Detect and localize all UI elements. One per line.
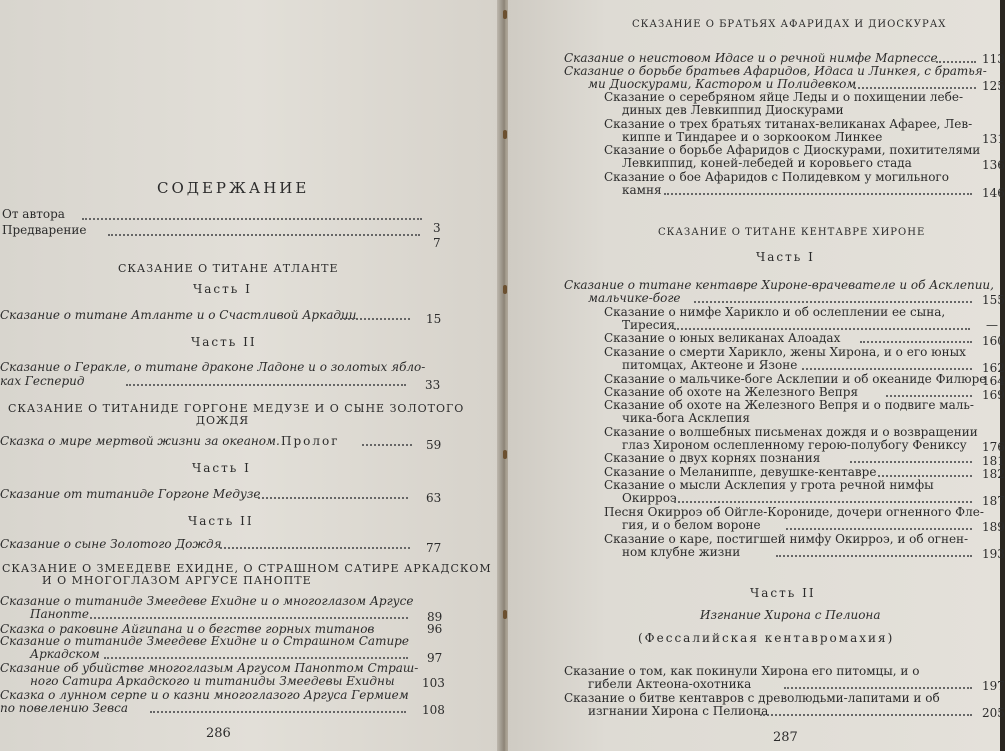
toc-entry-line: Песня Окирроэ об Ойгле-Корониде, дочери огненного Фле- xyxy=(604,505,984,519)
leader-dots xyxy=(340,316,410,320)
toc-entry-line: киппе и Тиндарее и о зоркооком Линкее xyxy=(622,130,883,144)
toc-page-number: 189 xyxy=(982,520,1005,534)
toc-entry-title: Сказка о раковине Айгипана и о бегстве горных титанов xyxy=(0,622,375,636)
toc-entry-title: Сказание о неистовом Идасе и о речной нимфе Марпессе xyxy=(564,51,938,65)
section-heading: СКАЗАНИЕ О ТИТАНИДЕ ГОРГОНЕ МЕДУЗЕ И О СЫНЕ ЗОЛОТОГО xyxy=(8,402,465,415)
leader-dots xyxy=(802,366,972,370)
toc-page-number: 3 xyxy=(433,221,441,235)
prologue-label: Пролог xyxy=(281,434,340,448)
toc-entry-line: Сказание о мысли Асклепия у грота речной нимфы xyxy=(604,478,934,492)
section-heading: СКАЗАНИЕ О ЗМЕЕДЕВЕ ЕХИДНЕ, О СТРАШНОМ САТИРЕ АРКАДСКОМ xyxy=(2,562,492,575)
toc-entry-title: Сказание о Меланиппе, девушке-кентавре xyxy=(604,465,877,479)
section-heading: ДОЖДЯ xyxy=(196,414,250,427)
toc-page-number: 33 xyxy=(425,378,441,392)
toc-entry-line: изгнании Хирона с Пелиона xyxy=(588,704,769,718)
toc-page-number: 160 xyxy=(982,334,1005,348)
toc-page-number: 15 xyxy=(426,312,442,326)
toc-entry-line: Сказание о волшебных письменах дождя и о возвращении xyxy=(604,425,978,439)
part-heading: Часть I xyxy=(193,282,252,296)
toc-entry-line: мальчике-боге xyxy=(588,291,681,305)
leader-dots xyxy=(784,685,972,689)
leader-dots xyxy=(82,216,422,220)
part-heading: Часть II xyxy=(188,514,254,528)
toc-entry-line: Сказание о серебряном яйце Леды и о похищении лебе- xyxy=(604,90,964,104)
toc-entry-line: Левкиппид, коней-лебедей и коровьего стада xyxy=(622,156,912,170)
toc-entry-title: Предварение xyxy=(2,223,87,237)
toc-entry-title: Сказание о сыне Золотого Дождя xyxy=(0,537,222,551)
toc-entry-line: гия, и о белом вороне xyxy=(622,518,761,532)
toc-entry-line: гибели Актеона-охотника xyxy=(588,677,752,691)
toc-entry-line: чика-бога Асклепия xyxy=(622,411,750,425)
toc-page-number: 77 xyxy=(426,541,442,555)
toc-entry-line: камня xyxy=(622,183,662,197)
toc-page-number: 164 xyxy=(982,374,1005,388)
toc-entry-line: Сказка о лунном серпе и о казни многоглазого Аргуса Гермием xyxy=(0,688,409,702)
leader-dots xyxy=(854,85,976,89)
contents-heading: СОДЕРЖАНИЕ xyxy=(157,179,310,197)
right-page xyxy=(508,0,1005,751)
toc-page-number: 89 xyxy=(427,610,443,624)
leader-dots xyxy=(674,326,970,330)
part-heading: Часть II xyxy=(750,586,816,600)
toc-page-number: 96 xyxy=(427,622,443,636)
toc-entry-line: глаз Хироном ослепленному герою-полубогу Фениксу xyxy=(622,438,967,452)
toc-entry-line: Сказание о Геракле, о титане драконе Ладоне и о золотых ябло- xyxy=(0,360,426,374)
toc-entry-line: Тиресия xyxy=(622,318,676,332)
toc-page-number: 7 xyxy=(433,236,441,250)
leader-dots xyxy=(886,393,972,397)
toc-page-number: 113 xyxy=(982,52,1005,66)
toc-entry-line: ном клубне жизни xyxy=(622,545,741,559)
binding-stitch xyxy=(503,285,507,294)
leader-dots xyxy=(150,709,406,713)
toc-entry-title: Сказание о титане Атланте и о Счастливой Аркадии xyxy=(0,308,357,322)
section-heading: И О МНОГОГЛАЗОМ АРГУСЕ ПАНОПТЕ xyxy=(42,574,312,587)
toc-entry-line: Сказание о борьбе Афаридов с Диоскурами, похитителями xyxy=(604,143,981,157)
toc-page-number: 63 xyxy=(426,491,442,505)
toc-entry-line: Сказание о титане кентавре Хироне-врачевателе и об Асклепии, xyxy=(564,278,994,292)
leader-dots xyxy=(776,553,972,557)
toc-entry-title: Сказание о двух корнях познания xyxy=(604,451,821,465)
toc-entry-line: Сказание об охоте на Железного Вепря и о подвиге маль- xyxy=(604,398,974,412)
leader-dots xyxy=(936,59,976,63)
toc-page-number: 176 xyxy=(982,440,1005,454)
toc-entry-line: Сказание о нимфе Харикло и об ослеплении ее сына, xyxy=(604,305,946,319)
toc-entry-title: От автора xyxy=(2,207,65,221)
section-heading: СКАЗАНИЕ О ТИТАНЕ АТЛАНТЕ xyxy=(118,262,339,275)
leader-dots xyxy=(694,299,972,303)
toc-entry-line: диных дев Левкиппид Диоскурами xyxy=(622,103,844,117)
leader-dots xyxy=(878,473,972,477)
toc-page-number: 97 xyxy=(427,651,443,665)
leader-dots xyxy=(108,232,420,236)
toc-page-number: 146 xyxy=(982,186,1005,200)
toc-entry-line: Окирроэ xyxy=(622,491,677,505)
toc-entry-line: ках Гесперид xyxy=(0,374,85,388)
toc-entry-title: Сказание об охоте на Железного Вепря xyxy=(604,385,859,399)
part-title: Изгнание Хирона с Пелиона xyxy=(700,608,881,622)
toc-page-number: 181 xyxy=(982,454,1005,468)
toc-page-number: 136 xyxy=(982,158,1005,172)
toc-page-number: 197 xyxy=(982,679,1005,693)
running-head: СКАЗАНИЕ О БРАТЬЯХ АФАРИДАХ И ДИОСКУРАХ xyxy=(632,19,947,30)
toc-entry-title: Сказание от титаниде Горгоне Медузе xyxy=(0,487,261,501)
leader-dots xyxy=(90,615,408,619)
toc-entry-line: ного Сатира Аркадского и титаниды Змеедевы Ехидны xyxy=(30,674,395,688)
leader-dots xyxy=(362,442,412,446)
toc-entry-line: Панопте xyxy=(30,607,89,621)
toc-entry-title: Сказание о мальчике-боге Асклепии и об океаниде Филюре xyxy=(604,372,987,386)
part-heading: Часть I xyxy=(756,250,815,264)
toc-page-number: 59 xyxy=(426,438,442,452)
toc-entry-line: ми Диоскурами, Кастором и Полидевком xyxy=(588,77,857,91)
binding-stitch xyxy=(503,450,507,459)
toc-page-number: 169 xyxy=(982,388,1005,402)
toc-entry-line: Сказание о трех братьях титанах-великанах Афарее, Лев- xyxy=(604,117,973,131)
toc-page-number: 193 xyxy=(982,547,1005,561)
part-subtitle: (Фессалийская кентавромахия) xyxy=(638,631,895,645)
page-number: 287 xyxy=(773,730,798,745)
binding-stitch xyxy=(503,130,507,139)
part-heading: Часть II xyxy=(191,335,257,349)
toc-page-number: 155 xyxy=(982,293,1005,307)
part-heading: Часть I xyxy=(192,461,251,475)
toc-entry-title: Сказание о юных великанах Алоадах xyxy=(604,331,841,345)
toc-entry-line: Сказание о бое Афаридов с Полидевком у могильного xyxy=(604,170,949,184)
toc-entry-line: Сказание о борьбе братьев Афаридов, Идаса и Линкея, с братья- xyxy=(564,64,987,78)
toc-page-number: 131 xyxy=(982,132,1005,146)
leader-dots xyxy=(664,191,972,195)
toc-page-number: 162 xyxy=(982,361,1005,375)
toc-entry-line: Сказание о том, как покинули Хирона его питомцы, и о xyxy=(564,664,920,678)
leader-dots xyxy=(850,459,972,463)
toc-entry-line: по повелению Зевса xyxy=(0,701,128,715)
leader-dots xyxy=(126,382,406,386)
toc-entry-line: питомцах, Актеоне и Язоне xyxy=(622,358,798,372)
leader-dots xyxy=(104,655,408,659)
leader-dots xyxy=(760,712,972,716)
toc-entry-line: Сказание о смерти Харикло, жены Хирона, и о его юных xyxy=(604,345,966,359)
toc-page-number: 103 xyxy=(422,676,445,690)
leader-dots xyxy=(220,545,410,549)
toc-entry-line: Сказание о каре, постигшей нимфу Окирроэ, и об огнен- xyxy=(604,532,969,546)
toc-page-number: 182 xyxy=(982,467,1005,481)
leader-dots xyxy=(674,499,972,503)
toc-entry-line: Сказание о титаниде Змеедеве Ехидне и о многоглазом Аргусе xyxy=(0,594,414,608)
toc-page-number: — xyxy=(986,318,998,332)
leader-dots xyxy=(258,495,408,499)
page-number: 286 xyxy=(206,726,231,741)
toc-page-number: 205 xyxy=(982,706,1005,720)
toc-page-number: 108 xyxy=(422,703,445,717)
leader-dots xyxy=(860,339,972,343)
toc-entry-line: Аркадском xyxy=(30,647,100,661)
toc-entry-line: Сказание об убийстве многоглазым Аргусом Паноптом Страш- xyxy=(0,661,419,675)
leader-dots xyxy=(786,526,972,530)
binding-stitch xyxy=(503,610,507,619)
toc-entry-title: Сказка о мире мертвой жизни за океаном. xyxy=(0,434,280,448)
toc-entry-line: Сказание о битве кентавров с древолюдьми-лапитами и об xyxy=(564,691,940,705)
toc-page-number: 187 xyxy=(982,494,1005,508)
toc-entry-line: Сказание о титаниде Змеедеве Ехидне и о Страшном Сатире xyxy=(0,634,409,648)
toc-page-number: 125 xyxy=(982,79,1005,93)
binding-stitch xyxy=(503,10,507,19)
section-heading: СКАЗАНИЕ О ТИТАНЕ КЕНТАВРЕ ХИРОНЕ xyxy=(658,227,926,238)
